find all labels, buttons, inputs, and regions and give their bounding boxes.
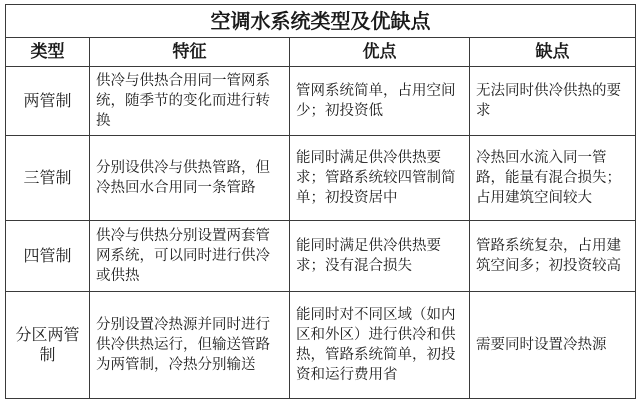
table-row: [6, 136, 636, 221]
row-type: 两管制: [6, 67, 90, 136]
row-feature: 供冷与供热分别设置两套管网系统，可以同时进行供冷或供热: [90, 221, 290, 292]
row-pros: 能同时满足供冷供热要求；管路系统较四管制简单；初投资居中: [290, 136, 470, 221]
header-type: 类型: [6, 38, 90, 67]
row-pros: 能同时对不同区域（如内区和外区）进行供冷和供热，管路系统简单，初投资和运行费用省: [290, 292, 470, 399]
row-type: 分区两管制: [6, 292, 90, 399]
header-cons: 缺点: [470, 38, 636, 67]
row-type: 四管制: [6, 221, 90, 292]
comparison-table: [5, 4, 636, 399]
row-pros: 能同时满足供冷供热要求；没有混合损失: [290, 221, 470, 292]
header-pros: 优点: [290, 38, 470, 67]
header-feature: 特征: [90, 38, 290, 67]
row-feature: 分别设供冷与供热管路，但冷热回水合用同一条管路: [90, 136, 290, 221]
row-type: 三管制: [6, 136, 90, 221]
table-row: [6, 292, 636, 399]
row-cons: 需要同时设置冷热源: [470, 292, 636, 399]
row-feature: 供冷与供热合用同一管网系统，随季节的变化而进行转换: [90, 67, 290, 136]
row-feature: 分别设置冷热源并同时进行供冷供热运行，但输送管路为两管制，冷热分别输送: [90, 292, 290, 399]
table-row: [6, 67, 636, 136]
table-title: 空调水系统类型及优缺点: [6, 5, 636, 38]
comparison-table-wrapper: [5, 4, 635, 396]
row-pros: 管网系统简单，占用空间少；初投资低: [290, 67, 470, 136]
table-row: [6, 221, 636, 292]
row-cons: 管路系统复杂，占用建筑空间多；初投资较高: [470, 221, 636, 292]
row-cons: 无法同时供冷供热的要求: [470, 67, 636, 136]
row-cons: 冷热回水流入同一管路，能量有混合损失；占用建筑空间较大: [470, 136, 636, 221]
table-header-row: [6, 38, 636, 67]
table-title-row: [6, 5, 636, 38]
